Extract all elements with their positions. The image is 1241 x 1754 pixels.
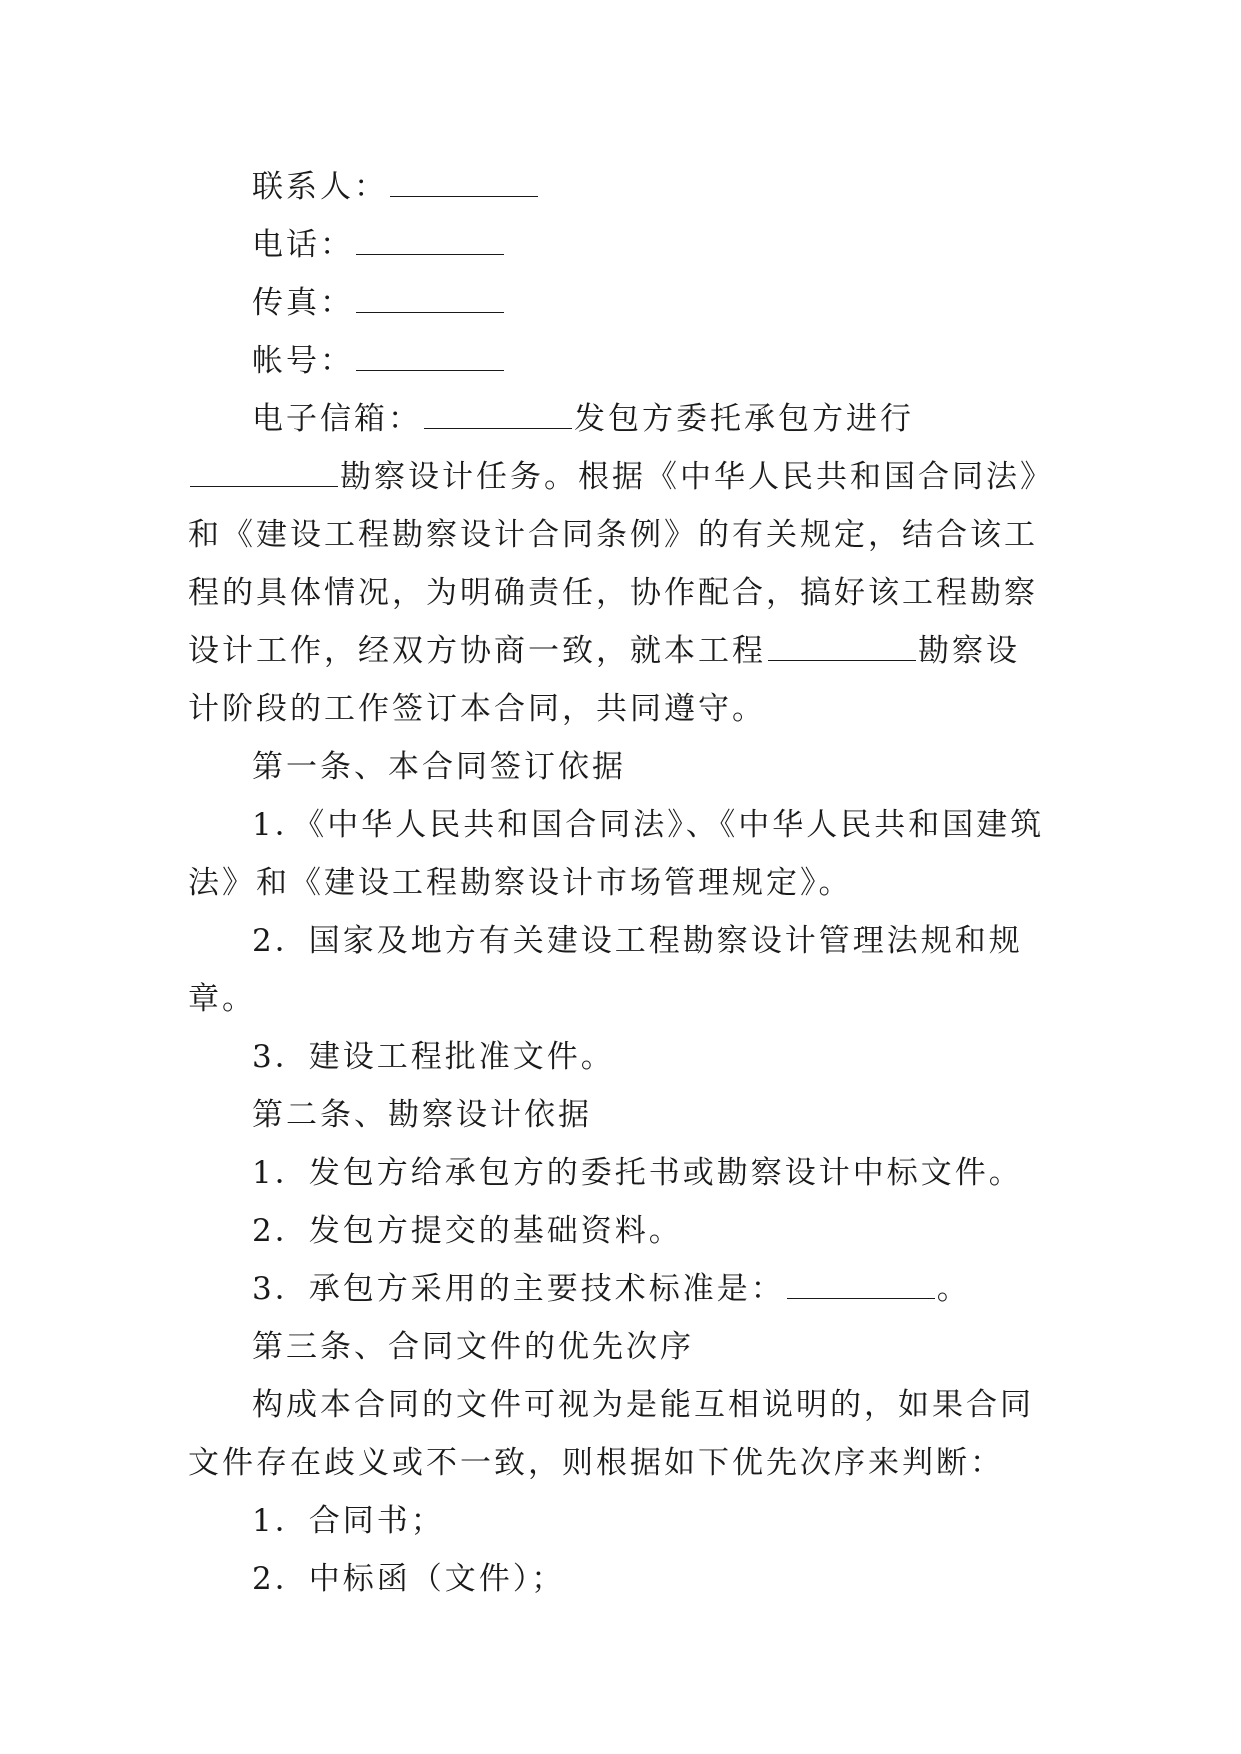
document-body [188,158,1053,1608]
fax-blank[interactable] [356,282,504,313]
phone-label: 电话： [252,227,354,263]
article-3-title: 第三条、合同文件的优先次序 [252,1329,694,1365]
article-3-intro: 构成本合同的文件可视为是能互相说明的，如果合同文件存在歧义或不一致，则根据如下优先次序来判断： [188,1387,1034,1481]
technical-standard-label: 3．承包方采用的主要技术标准是： [252,1271,785,1307]
account-line [188,332,1053,390]
contract-basis-text: 勘察设计任务。根据《中华人民共和国合同法》和《建设工程勘察设计合同条例》的有关规定，结合该工程的具体情况，为明确责任，协作配合，搞好该工程勘察设计工作，经双方协商一致，就本工程 [188,459,1039,669]
phone-line [188,216,1053,274]
article-1-item-2: 2．国家及地方有关建设工程勘察设计管理法规和规章。 [188,923,1023,1017]
article-2-item-2: 2．发包方提交的基础资料。 [252,1213,683,1249]
email-blank[interactable] [424,398,572,429]
article-2-title: 第二条、勘察设计依据 [252,1097,592,1133]
contact-person-blank[interactable] [390,166,538,197]
article-1-title: 第一条、本合同签订依据 [252,749,626,785]
contract-agreement-text: 勘察设计阶段的工作签订本合同，共同遵守。 [188,633,1020,727]
email-paragraph [188,390,1053,738]
commission-text: 发包方委托承包方进行 [574,401,914,437]
project-phase-blank[interactable] [768,630,916,661]
email-label: 电子信箱： [252,401,422,437]
article-3-item-2: 2．中标函（文件）； [252,1561,566,1597]
fax-label: 传真： [252,285,354,321]
fax-line [188,274,1053,332]
technical-standard-period: 。 [936,1271,971,1307]
contact-person-line [188,158,1053,216]
article-1-item-1: 1．《中华人民共和国合同法》、《中华人民共和国建筑法》和《建设工程勘察设计市场管理规定》。 [188,807,1045,901]
technical-standard-blank[interactable] [787,1268,935,1299]
account-label: 帐号： [252,343,354,379]
article-3-item-1: 1．合同书； [252,1503,445,1539]
account-blank[interactable] [356,340,504,371]
phone-blank[interactable] [356,224,504,255]
project-name-blank[interactable] [190,456,338,487]
article-1-item-3: 3．建设工程批准文件。 [252,1039,615,1075]
article-2-item-3 [188,1260,1053,1318]
article-2-item-1: 1．发包方给承包方的委托书或勘察设计中标文件。 [252,1155,1023,1191]
contact-person-label: 联系人： [252,169,388,205]
